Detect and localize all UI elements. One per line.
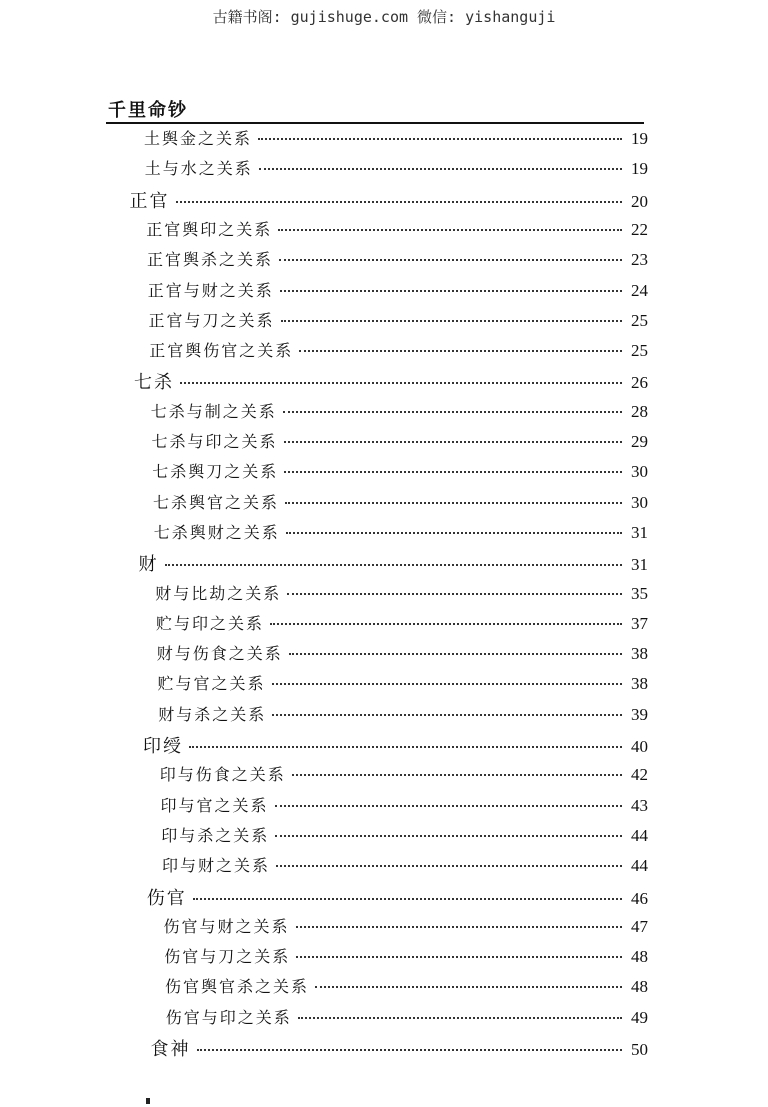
toc-entry-label: 伤官与财之关系 [163,916,290,936]
toc-page-number: 25 [631,341,648,361]
toc-entry-label: 土与水之关系 [144,159,253,179]
toc-section-entry[interactable] [151,1035,649,1063]
dot-leader [272,714,622,716]
toc-entry-label: 财与杀之关系 [158,704,267,724]
toc-section-entry[interactable] [134,368,648,396]
toc-entry-label: 食神 [150,1039,191,1060]
dot-leader [285,502,622,504]
toc-page-number: 28 [631,401,648,421]
toc-entry-label: 伤官舆官杀之关系 [165,977,310,997]
toc-entry-label: 正官舆杀之关系 [147,250,274,270]
toc-page-number: 26 [631,373,648,393]
toc-page-number: 23 [631,250,648,270]
toc-page-number: 48 [631,947,648,967]
toc-page-number: 24 [631,280,648,300]
toc-entry-label: 正官舆伤官之关系 [149,341,294,361]
toc-entry-label: 七杀与制之关系 [150,401,277,421]
dot-leader [315,986,622,988]
toc-subsection-entry[interactable] [165,974,648,1002]
toc-entry-label: 七杀舆刀之关系 [152,462,279,482]
toc-page-number: 20 [631,191,648,211]
toc-entry-label: 伤官 [146,887,187,909]
toc-entry-label: 财 [138,554,159,576]
dot-leader [298,1017,622,1019]
toc-page-number: 30 [631,492,648,512]
toc-entry-label: 贮与官之关系 [157,674,266,694]
toc-subsection-entry[interactable] [157,641,648,669]
page-header [106,96,644,124]
dot-leader [189,746,622,748]
toc-subsection-entry[interactable] [156,611,648,639]
dot-leader [276,865,622,867]
toc-subsection-entry[interactable] [155,581,648,609]
toc-page-number: 29 [631,432,648,451]
toc-subsection-entry[interactable] [160,762,648,790]
toc-page-number: 38 [631,674,648,694]
watermark-text: 古籍书阁: gujishuge.com 微信: yishanguji [212,8,556,26]
toc-entry-label: 伤官与刀之关系 [164,947,291,967]
toc-subsection-entry[interactable] [158,702,648,730]
toc-page-number: 47 [631,916,648,936]
toc-entry-label: 印与杀之关系 [161,825,270,845]
toc-entry-label: 财与伤食之关系 [156,644,283,664]
toc-subsection-entry[interactable] [166,1005,648,1033]
toc-subsection-entry[interactable] [161,793,649,821]
toc-entry-label: 印与官之关系 [160,795,269,815]
toc-subsection-entry[interactable] [152,429,649,457]
toc-page-number: 40 [631,737,648,756]
toc-entry-label: 伤官与印之关系 [165,1007,292,1027]
dot-leader [283,411,622,413]
toc-subsection-entry[interactable] [144,126,648,154]
toc-page-number: 31 [631,522,648,542]
toc-entry-label: 正官与财之关系 [147,280,274,300]
dot-leader [272,683,622,685]
dot-leader [292,774,622,776]
dot-leader [180,382,622,384]
dot-leader [275,805,622,807]
toc-entry-label: 七杀与印之关系 [151,432,278,451]
toc-entry-label: 财与比劫之关系 [155,583,282,603]
dot-leader [299,350,622,352]
toc-subsection-entry[interactable] [154,520,648,548]
dot-leader [275,835,622,837]
dot-leader [197,1049,623,1051]
toc-page-number: 22 [631,219,648,239]
toc-section-entry[interactable] [143,732,648,760]
toc-page-number: 42 [631,765,648,785]
toc-entry-label: 正官与刀之关系 [148,310,275,330]
dot-leader [296,926,622,928]
dot-leader [193,898,622,900]
toc-section-entry[interactable] [139,550,649,578]
toc-subsection-entry[interactable] [162,853,648,881]
dot-leader [258,138,622,140]
toc-subsection-entry[interactable] [161,823,648,851]
toc-page-number: 25 [631,310,648,330]
toc-subsection-entry[interactable] [145,156,648,184]
dot-leader [278,229,622,231]
toc-page-number: 39 [631,704,648,724]
toc-entry-label: 七杀舆财之关系 [153,522,280,542]
toc-entry-label: 印绶 [143,736,183,757]
toc-page-number: 46 [631,888,648,908]
dot-leader [281,320,622,322]
toc-entry-label: 印与伤食之关系 [159,765,286,785]
toc-entry-label: 正官舆印之关系 [146,219,273,239]
toc-page-number: 19 [631,159,648,179]
toc-subsection-entry[interactable] [153,490,648,518]
toc-page-number: 35 [631,583,648,603]
book-title: 千里命钞 [108,100,188,121]
toc-page-number: 19 [631,129,648,148]
dot-leader [176,201,623,203]
toc-subsection-entry[interactable] [148,278,648,306]
toc-subsection-entry[interactable] [164,914,649,942]
dot-leader [287,593,622,595]
toc-page-number: 50 [631,1040,648,1059]
toc-section-entry[interactable] [147,884,648,912]
toc-subsection-entry[interactable] [147,247,648,275]
scan-mark [146,1098,150,1104]
toc-entry-label: 贮与印之关系 [156,613,265,633]
toc-subsection-entry[interactable] [152,459,648,487]
toc-entry-label: 七杀舆官之关系 [153,492,280,512]
dot-leader [284,471,622,473]
toc-section-entry[interactable] [130,187,649,215]
dot-leader [296,956,622,958]
toc-page-number: 44 [631,825,648,845]
toc-page-number: 43 [631,795,648,815]
toc-page-number: 48 [631,977,648,997]
dot-leader [259,168,622,170]
toc-entry-label: 正官 [129,190,170,212]
toc-subsection-entry[interactable] [149,308,649,336]
toc-page-number: 31 [631,555,648,575]
toc-subsection-entry[interactable] [146,217,648,245]
dot-leader [280,290,622,292]
toc-entry-label: 印与财之关系 [162,856,271,876]
dot-leader [165,564,623,566]
toc-entry-label: 土舆金之关系 [144,129,253,148]
dot-leader [289,653,622,655]
toc-page-number: 44 [631,856,648,876]
toc-subsection-entry[interactable] [151,399,648,427]
toc-page-number: 38 [631,644,648,664]
dot-leader [279,259,622,261]
dot-leader [270,623,622,625]
toc-subsection-entry[interactable] [164,944,648,972]
toc-page-number: 30 [631,462,648,482]
toc-subsection-entry[interactable] [149,338,648,366]
toc-entry-label: 七杀 [134,372,174,394]
toc-page-number: 49 [631,1007,648,1027]
toc-page-number: 37 [631,613,648,633]
dot-leader [286,532,622,534]
toc-subsection-entry[interactable] [158,671,649,699]
dot-leader [284,441,622,443]
